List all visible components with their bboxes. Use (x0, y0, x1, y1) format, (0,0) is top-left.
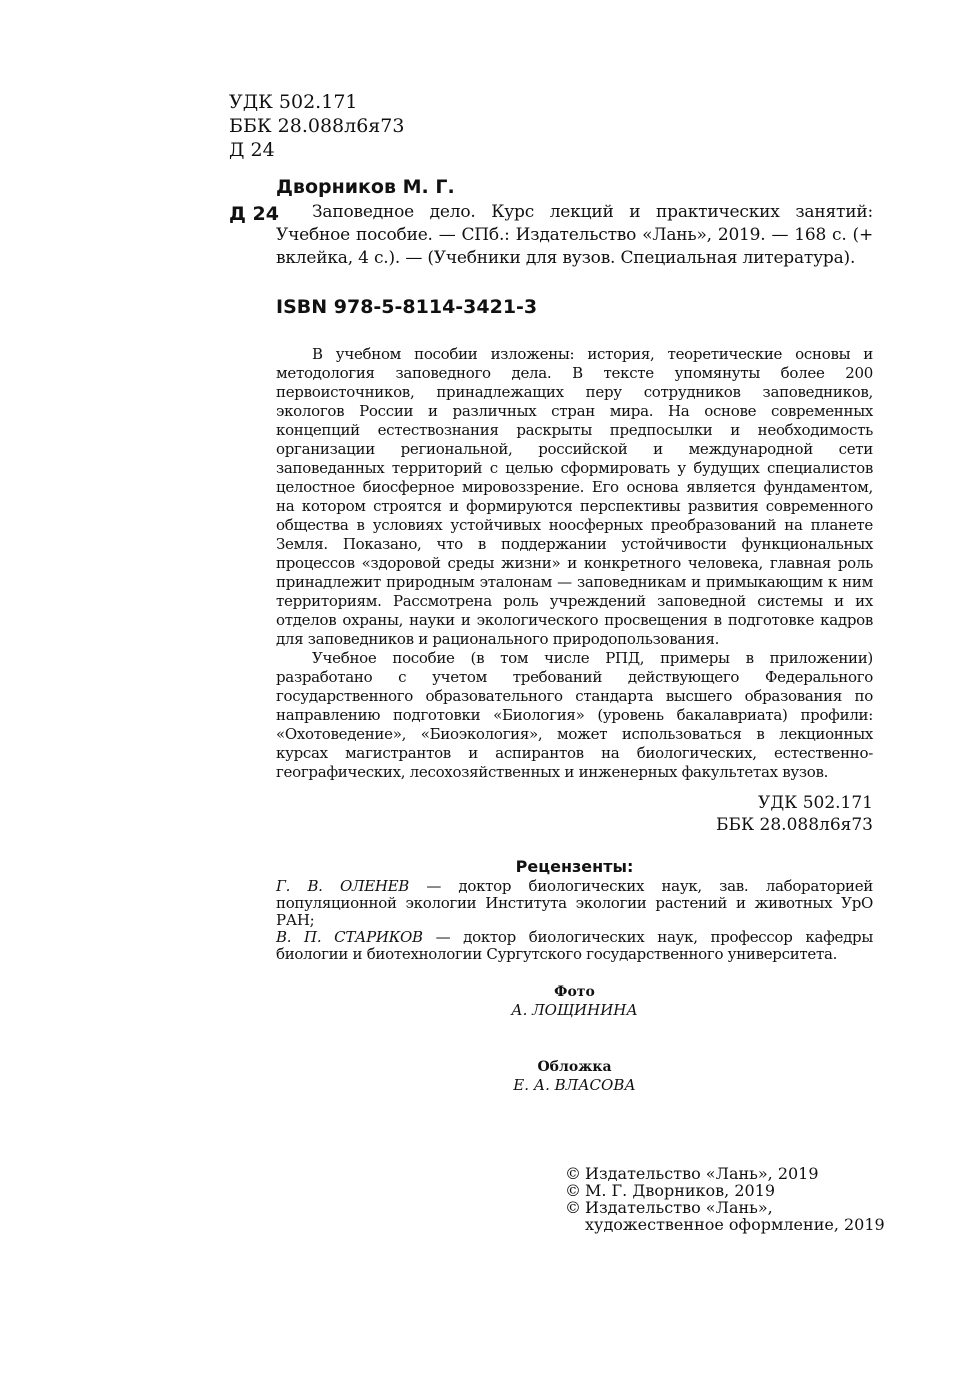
reviewer-entry (276, 878, 873, 929)
copyright-icon: © (565, 1198, 581, 1217)
copyright-line (565, 1182, 885, 1199)
classification-block-top (229, 90, 404, 162)
isbn: ISBN 978-5-8114-3421-3 (276, 296, 538, 318)
reviewers-title: Рецензенты: (515, 857, 634, 876)
copyright-line (565, 1199, 885, 1216)
copyright-spacer (565, 1216, 585, 1233)
udk-code: УДК 502.171 (758, 793, 873, 813)
reviewer-entry (276, 929, 873, 963)
reviewer-description: — доктор биологических наук, профессор кафедры биологии и биотехнологии Сургутского государственного университета. (276, 928, 873, 963)
abstract-paragraph: В учебном пособии изложены: история, теоретические основы и методология заповедного дела. В тексте упомянуты более 200 первоисточников, принадлежащих перу сотрудников заповедников, экологов России и различных стран мира. На основе современных концепций естествознания раскрыты предпосылки и необходимость организации региональной, российской и международной сети заповеданных территорий с целью сформировать у будущих специалистов целостное биосферное мировоззрение. Его основа является фундаментом, на котором строятся и формируются перспективы развития современного общества в условиях устойчивых ноосферных преобразований на планете Земля. Показано, что в поддержании устойчивости функциональных процессов «здоровой среды жизни» и конкретного человека, главная роль принадлежит природным эталонам — заповедникам и примыкающим к ним территориям. Рассмотрена роль учреждений заповедной системы и их отделов охраны, науки и экологического просвещения в подготовке кадров для заповедников и рационального природопользования. (276, 345, 873, 648)
copyright-icon: © (565, 1181, 581, 1200)
photo-credit-name: А. ЛОЩИНИНА (511, 1001, 638, 1019)
abstract (276, 345, 873, 782)
author-mark-code: Д 24 (229, 139, 275, 161)
bbk-code: ББК 28.088л6я73 (715, 815, 873, 835)
copyright-text: Издательство «Лань», (585, 1198, 773, 1217)
copyright-text: М. Г. Дворников, 2019 (585, 1181, 776, 1200)
copyright-text: Издательство «Лань», 2019 (585, 1164, 819, 1183)
photo-credit-role: Фото (554, 984, 595, 1000)
udk-code: УДК 502.171 (229, 91, 358, 113)
author-name: Дворников М. Г. (276, 176, 455, 198)
reviewer-name: Г. В. ОЛЕНЕВ (276, 877, 410, 895)
cover-credit (276, 1058, 873, 1094)
copyright-text: художественное оформление, 2019 (585, 1215, 885, 1234)
reviewer-description: — доктор биологических наук, зав. лабораторией популяционной экологии Института экологии растений и животных УрО РАН; (276, 877, 874, 929)
author-mark-left: Д 24 (229, 203, 279, 225)
cover-credit-role: Обложка (537, 1059, 612, 1075)
copyright-icon: © (565, 1164, 581, 1183)
classification-block-right (560, 792, 873, 836)
photo-credit (276, 983, 873, 1019)
copyright-line (565, 1216, 885, 1233)
abstract-paragraph: Учебное пособие (в том числе РПД, примеры в приложении) разработано с учетом требований действующего Федерального государственного образовательного стандарта высшего образования по направлению подготовки «Биология» (уровень бакалавриата) профили: «Охотоведение», «Биоэкология», может использоваться в лекционных курсах магистрантов и аспирантов на биологических, естественно-географических, лесохозяйственных и инженерных факультетах вузов. (276, 649, 873, 781)
bibliographic-entry: Заповедное дело. Курс лекций и практических занятий: Учебное пособие. — СПб.: Издательство «Лань», 2019. — 168 с. (+ вклейка, 4 с.). — (Учебники для вузов. Специальная литература). (276, 202, 873, 268)
reviewers-list (276, 878, 873, 963)
copyright-line (565, 1165, 885, 1182)
cover-credit-name: Е. А. ВЛАСОВА (513, 1076, 636, 1094)
bbk-code: ББК 28.088л6я73 (229, 115, 405, 137)
copyright-block (565, 1165, 885, 1233)
reviewer-name: В. П. СТАРИКОВ (276, 928, 423, 946)
